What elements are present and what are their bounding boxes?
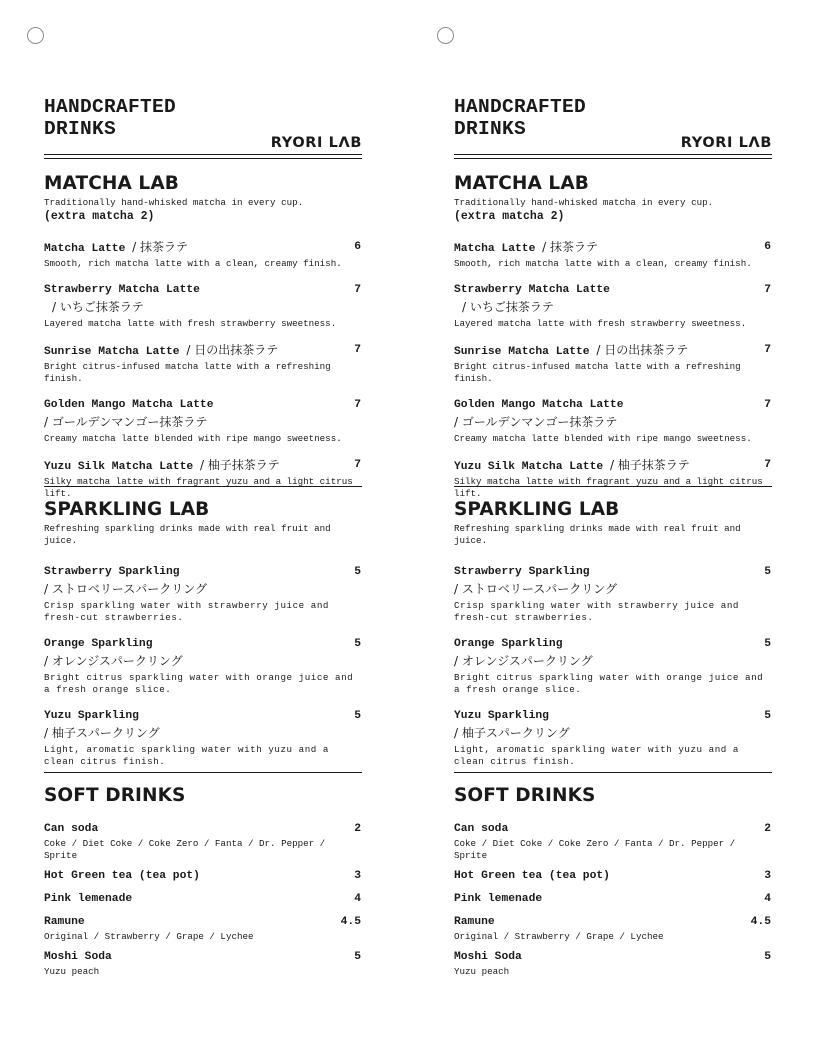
section-sparkling-lab [44,487,362,772]
item-name: Yuzu Sparkling [454,710,549,722]
item-price: 5 [764,638,771,650]
item-name: Hot Green tea (tea pot) [454,870,610,882]
menu-item [44,949,362,978]
item-name: Yuzu Silk Matcha Latte [44,461,194,473]
menu-header [454,96,772,154]
item-description: Layered matcha latte with fresh strawberry sweetness. [454,318,747,329]
item-description: Bright citrus-infused matcha latte with a refreshing finish. [44,361,331,384]
section-title: MATCHA LAB [454,173,589,194]
item-description: Coke / Diet Coke / Coke Zero / Fanta / Dr. Pepper / Sprite [44,838,326,861]
item-price: 4.5 [340,916,361,928]
item-name: Can soda [44,823,99,835]
item-name: Pink lemenade [454,893,543,905]
item-price: 6 [354,241,361,253]
item-name-jp: / 柚子抹茶ラテ [609,458,690,472]
item-price: 5 [764,566,771,578]
item-description: Bright citrus sparkling water with orange juice and a fresh orange slice. [454,672,764,695]
item-name: Sunrise Matcha Latte [44,346,180,358]
item-price: 7 [764,284,771,296]
item-description: Coke / Diet Coke / Coke Zero / Fanta / Dr. Pepper / Sprite [454,838,736,861]
menu-column-left [44,96,362,978]
section-description: Refreshing sparkling drinks made with real fruit and juice. [44,523,331,546]
item-price: 5 [354,951,361,963]
item-name: Orange Sparkling [454,638,563,650]
item-name: Yuzu Sparkling [44,710,139,722]
item-name-jp: / 日の出抹茶ラテ [186,343,279,357]
item-name: Can soda [454,823,509,835]
item-name-jp: / 柚子スパークリング [44,726,160,740]
section-title: SOFT DRINKS [454,785,596,806]
item-description: Original / Strawberry / Grape / Lychee [454,931,664,942]
item-description: Creamy matcha latte blended with ripe mango sweetness. [454,433,752,444]
item-name: Strawberry Sparkling [454,566,590,578]
section-sparkling-lab [454,487,772,772]
menu-item [44,564,362,624]
item-name-jp: / 日の出抹茶ラテ [596,343,689,357]
item-name-jp: / いちご抹茶ラテ [52,300,144,314]
menu-title: HANDCRAFTED DRINKS [454,96,587,140]
header-double-rule [454,154,772,159]
menu-item [44,821,362,862]
menu-item [454,949,772,978]
item-price: 2 [354,823,361,835]
item-price: 7 [764,459,771,471]
menu-item [454,239,772,270]
menu-item [454,868,772,885]
item-price: 5 [354,566,361,578]
menu-header [44,96,362,154]
item-name-jp: / ゴールデンマンゴー抹茶ラテ [454,415,618,429]
section-title: SPARKLING LAB [454,499,620,520]
brand-logo: RYORI LΛB [680,135,772,151]
item-name: Yuzu Silk Matcha Latte [454,461,604,473]
item-name: Golden Mango Matcha Latte [454,399,624,411]
item-name-jp: / オレンジスパークリング [454,654,593,668]
menu-item [44,914,362,943]
section-soft-drinks [454,773,772,978]
item-description: Yuzu peach [454,966,510,977]
section-matcha-lab [44,173,362,499]
menu-item [454,457,772,500]
item-price: 3 [764,870,771,882]
item-description: Yuzu peach [44,966,100,977]
item-description: Crisp sparkling water with strawberry juice and fresh-cut strawberries. [454,600,739,623]
item-price: 5 [764,951,771,963]
item-name-jp: / ゴールデンマンゴー抹茶ラテ [44,415,208,429]
item-description: Light, aromatic sparkling water with yuzu and a clean citrus finish. [454,744,739,767]
item-description: Smooth, rich matcha latte with a clean, creamy finish. [454,258,752,269]
section-description: Refreshing sparkling drinks made with real fruit and juice. [454,523,741,546]
item-name-jp: / ストロベリースパークリング [44,582,208,596]
menu-title: HANDCRAFTED DRINKS [44,96,177,140]
menu-item [454,282,772,330]
item-description: Crisp sparkling water with strawberry juice and fresh-cut strawberries. [44,600,329,623]
menu-item [44,636,362,696]
menu-item [454,708,772,768]
item-price: 4 [354,893,361,905]
section-description: Traditionally hand-whisked matcha in every cup. [454,197,714,208]
item-description: Original / Strawberry / Grape / Lychee [44,931,254,942]
item-name-jp: / 抹茶ラテ [542,240,598,254]
item-price: 5 [354,638,361,650]
item-price: 7 [354,344,361,356]
menu-item [454,342,772,385]
item-description: Layered matcha latte with fresh strawberry sweetness. [44,318,337,329]
menu-item [454,914,772,943]
section-note: (extra matcha 2) [44,210,155,223]
item-description: Silky matcha latte with fragrant yuzu and a light citrus lift. [44,476,353,499]
section-description: Traditionally hand-whisked matcha in every cup. [44,197,304,208]
section-note: (extra matcha 2) [454,210,565,223]
item-name: Matcha Latte [44,243,126,255]
item-description: Smooth, rich matcha latte with a clean, creamy finish. [44,258,342,269]
item-name: Golden Mango Matcha Latte [44,399,214,411]
menu-item [44,397,362,445]
item-description: Creamy matcha latte blended with ripe mango sweetness. [44,433,342,444]
header-double-rule [44,154,362,159]
punch-hole-left [27,27,44,44]
item-name: Moshi Soda [44,951,112,963]
menu-item [44,868,362,885]
section-title: MATCHA LAB [44,173,179,194]
menu-item [44,282,362,330]
item-name-jp: / ストロベリースパークリング [454,582,618,596]
item-name-jp: / いちご抹茶ラテ [462,300,554,314]
item-price: 4 [764,893,771,905]
item-price: 4.5 [750,916,771,928]
item-name: Ramune [454,916,495,928]
menu-item [44,708,362,768]
menu-item [44,342,362,385]
menu-column-right [454,96,772,978]
section-title: SOFT DRINKS [44,785,186,806]
item-name: Matcha Latte [454,243,536,255]
item-name-jp: / 抹茶ラテ [132,240,188,254]
item-name: Strawberry Sparkling [44,566,180,578]
item-description: Silky matcha latte with fragrant yuzu and a light citrus lift. [454,476,763,499]
brand-logo: RYORI LΛB [270,135,362,151]
item-name-jp: / オレンジスパークリング [44,654,183,668]
item-name: Strawberry Matcha Latte [44,284,200,296]
section-title: SPARKLING LAB [44,499,210,520]
menu-item [454,891,772,908]
item-price: 7 [354,399,361,411]
menu-item [44,457,362,500]
item-name-jp: / 柚子抹茶ラテ [199,458,280,472]
item-name: Ramune [44,916,85,928]
item-price: 7 [764,399,771,411]
item-name: Hot Green tea (tea pot) [44,870,200,882]
item-name: Orange Sparkling [44,638,153,650]
item-name: Sunrise Matcha Latte [454,346,590,358]
menu-item [454,397,772,445]
item-description: Light, aromatic sparkling water with yuzu and a clean citrus finish. [44,744,329,767]
item-price: 2 [764,823,771,835]
item-name-jp: / 柚子スパークリング [454,726,570,740]
menu-item [454,821,772,862]
item-description: Bright citrus sparkling water with orange juice and a fresh orange slice. [44,672,354,695]
punch-hole-right [437,27,454,44]
section-matcha-lab [454,173,772,499]
item-price: 5 [764,710,771,722]
item-price: 5 [354,710,361,722]
menu-item [454,636,772,696]
item-price: 7 [354,284,361,296]
menu-item [44,239,362,270]
menu-item [454,564,772,624]
section-soft-drinks [44,773,362,978]
item-price: 3 [354,870,361,882]
item-price: 7 [354,459,361,471]
item-name: Pink lemenade [44,893,133,905]
item-description: Bright citrus-infused matcha latte with a refreshing finish. [454,361,741,384]
item-name: Strawberry Matcha Latte [454,284,610,296]
item-name: Moshi Soda [454,951,522,963]
item-price: 6 [764,241,771,253]
menu-item [44,891,362,908]
item-price: 7 [764,344,771,356]
